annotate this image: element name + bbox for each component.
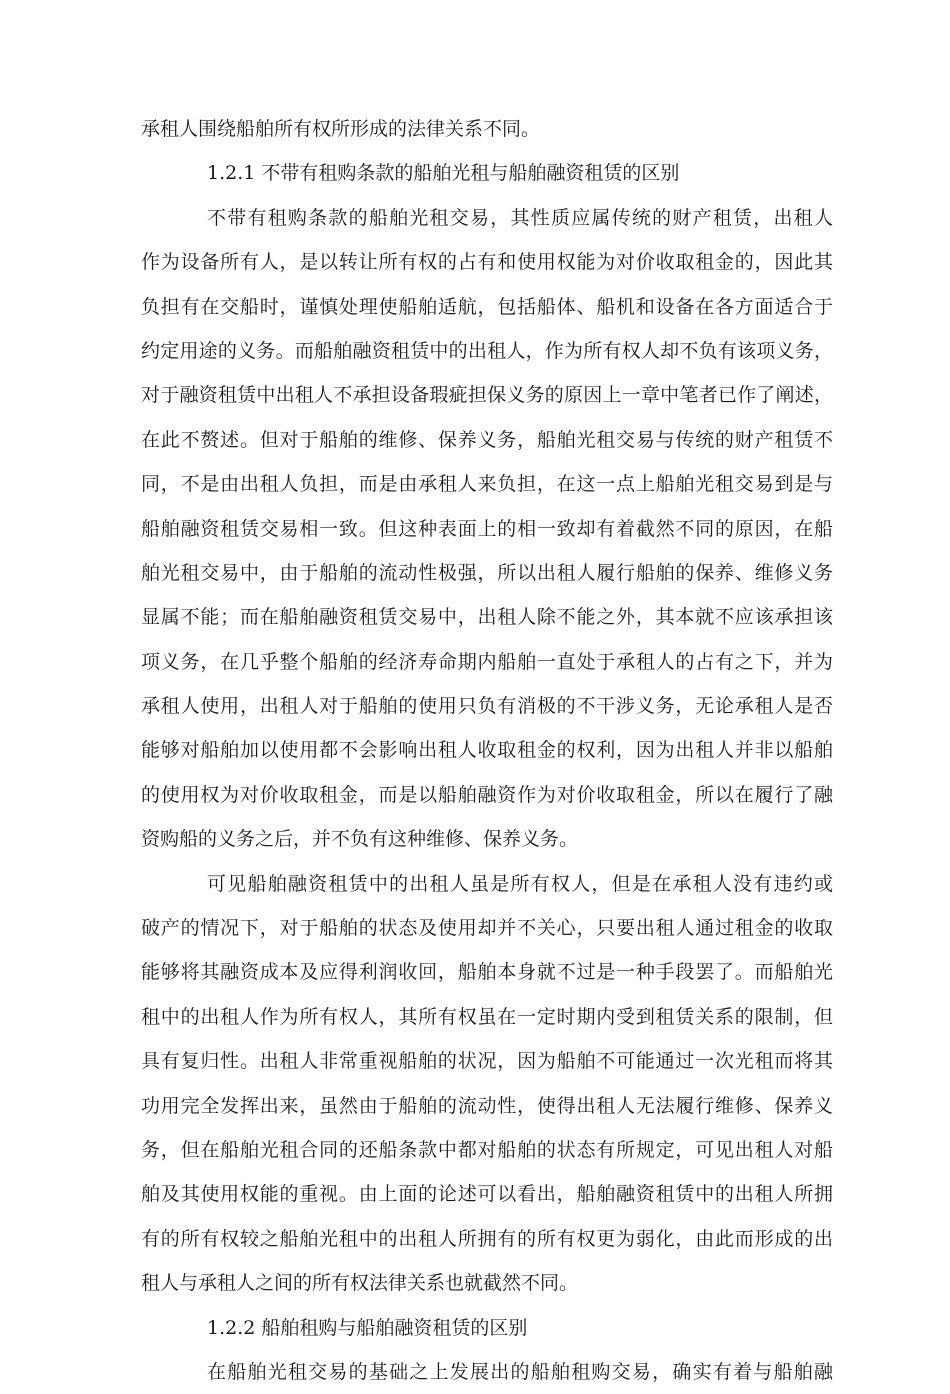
text-line <box>141 1128 833 1172</box>
text-line <box>141 1084 833 1128</box>
text-line-content: 对于融资租赁中出租人不承担设备瑕疵担保义务的原因上一章中笔者已作了阐述， <box>141 384 833 407</box>
text-line-content: 负担有在交船时，谨慎处理使船舶适航，包括船体、船机和设备在各方面适合于 <box>141 295 833 318</box>
text-line <box>141 1217 833 1261</box>
text-line-content: 资购船的义务之后，并不负有这种维修、保养义务。 <box>141 828 579 851</box>
text-line <box>141 728 833 772</box>
text-line-content: 作为设备所有人，是以转让所有权的占有和使用权能为对价收取租金的，因此其 <box>141 251 833 274</box>
text-line-content: 可见船舶融资租赁中的出租人虽是所有权人，但是在承租人没有违约或 <box>207 872 833 895</box>
text-line-content: 租人与承租人之间的所有权法律关系也就截然不同。 <box>141 1272 579 1295</box>
text-line <box>141 373 833 417</box>
text-line-content: 务，但在船舶光租合同的还船条款中都对船舶的状态有所规定，可见出租人对船 <box>141 1138 833 1161</box>
document-body <box>141 107 833 1394</box>
text-line <box>141 1039 833 1083</box>
text-line <box>141 862 833 906</box>
text-line <box>141 817 833 861</box>
text-line-content: 承租人使用，出租人对于船舶的使用只负有消极的不干涉义务，无论承租人是否 <box>141 695 833 718</box>
text-line-content: 约定用途的义务。而船舶融资租赁中的出租人，作为所有权人却不负有该项义务， <box>141 339 833 362</box>
text-line-content: 能够对船舶加以使用都不会影响出租人收取租金的权利，因为出租人并非以船舶 <box>141 739 833 762</box>
text-line-content: 具有复归性。出租人非常重视船舶的状况，因为船舶不可能通过一次光租而将其 <box>141 1050 833 1073</box>
text-line-content: 1.2.2 船舶租购与船舶融资租赁的区别 <box>207 1316 528 1339</box>
text-line <box>141 950 833 994</box>
text-line <box>141 551 833 595</box>
text-line <box>141 906 833 950</box>
text-line-content: 舶光租交易中，由于船舶的流动性极强，所以出租人履行船舶的保养、维修义务 <box>141 561 833 584</box>
text-line <box>141 462 833 506</box>
text-line-content: 不带有租购条款的船舶光租交易，其性质应属传统的财产租赁，出租人 <box>207 206 833 229</box>
text-line-content: 有的所有权较之船舶光租中的出租人所拥有的所有权更为弱化，由此而形成的出 <box>141 1227 833 1250</box>
text-line <box>141 329 833 373</box>
text-line <box>141 773 833 817</box>
text-line <box>141 1261 833 1305</box>
text-line-content: 承租人围绕船舶所有权所形成的法律关系不同。 <box>141 118 541 140</box>
text-line <box>141 507 833 551</box>
text-line <box>141 285 833 329</box>
text-line-content: 在船舶光租交易的基础之上发展出的船舶租购交易，确实有着与船舶融 <box>207 1360 833 1383</box>
text-line-content: 船舶融资租赁交易相一致。但这种表面上的相一致却有着截然不同的原因，在船 <box>141 517 833 540</box>
text-line-content: 显属不能；而在船舶融资租赁交易中，出租人除不能之外，其本就不应该承担该 <box>141 606 833 629</box>
text-line <box>141 684 833 728</box>
text-line <box>141 595 833 639</box>
text-line-content: 的使用权为对价收取租金，而是以船舶融资作为对价收取租金，所以在履行了融 <box>141 783 833 806</box>
text-line-content: 项义务，在几乎整个船舶的经济寿命期内船舶一直处于承租人的占有之下，并为 <box>141 650 833 673</box>
text-line-content: 在此不赘述。但对于船舶的维修、保养义务，船舶光租交易与传统的财产租赁不 <box>141 428 833 451</box>
text-line-content: 功用完全发挥出来，虽然由于船舶的流动性，使得出租人无法履行维修、保养义 <box>141 1094 833 1117</box>
text-line <box>141 640 833 684</box>
text-line-content: 破产的情况下，对于船舶的状态及使用却并不关心，只要出租人通过租金的收取 <box>141 917 833 940</box>
text-line <box>141 1350 833 1394</box>
text-line <box>141 995 833 1039</box>
section-heading <box>141 151 833 195</box>
text-line-content: 租中的出租人作为所有权人，其所有权虽在一定时期内受到租赁关系的限制，但 <box>141 1005 833 1028</box>
text-line-content: 能够将其融资成本及应得利润收回，船舶本身就不过是一种手段罢了。而船舶光 <box>141 961 833 984</box>
text-line <box>141 107 833 151</box>
text-line <box>141 418 833 462</box>
text-line <box>141 1172 833 1216</box>
text-line <box>141 240 833 284</box>
text-line <box>141 196 833 240</box>
text-line-content: 1.2.1 不带有租购条款的船舶光租与船舶融资租赁的区别 <box>207 162 680 185</box>
text-line-content: 同，不是由出租人负担，而是由承租人来负担，在这一点上船舶光租交易到是与 <box>141 473 833 496</box>
text-line-content: 舶及其使用权能的重视。由上面的论述可以看出，船舶融资租赁中的出租人所拥 <box>141 1183 833 1206</box>
section-heading <box>141 1306 833 1350</box>
